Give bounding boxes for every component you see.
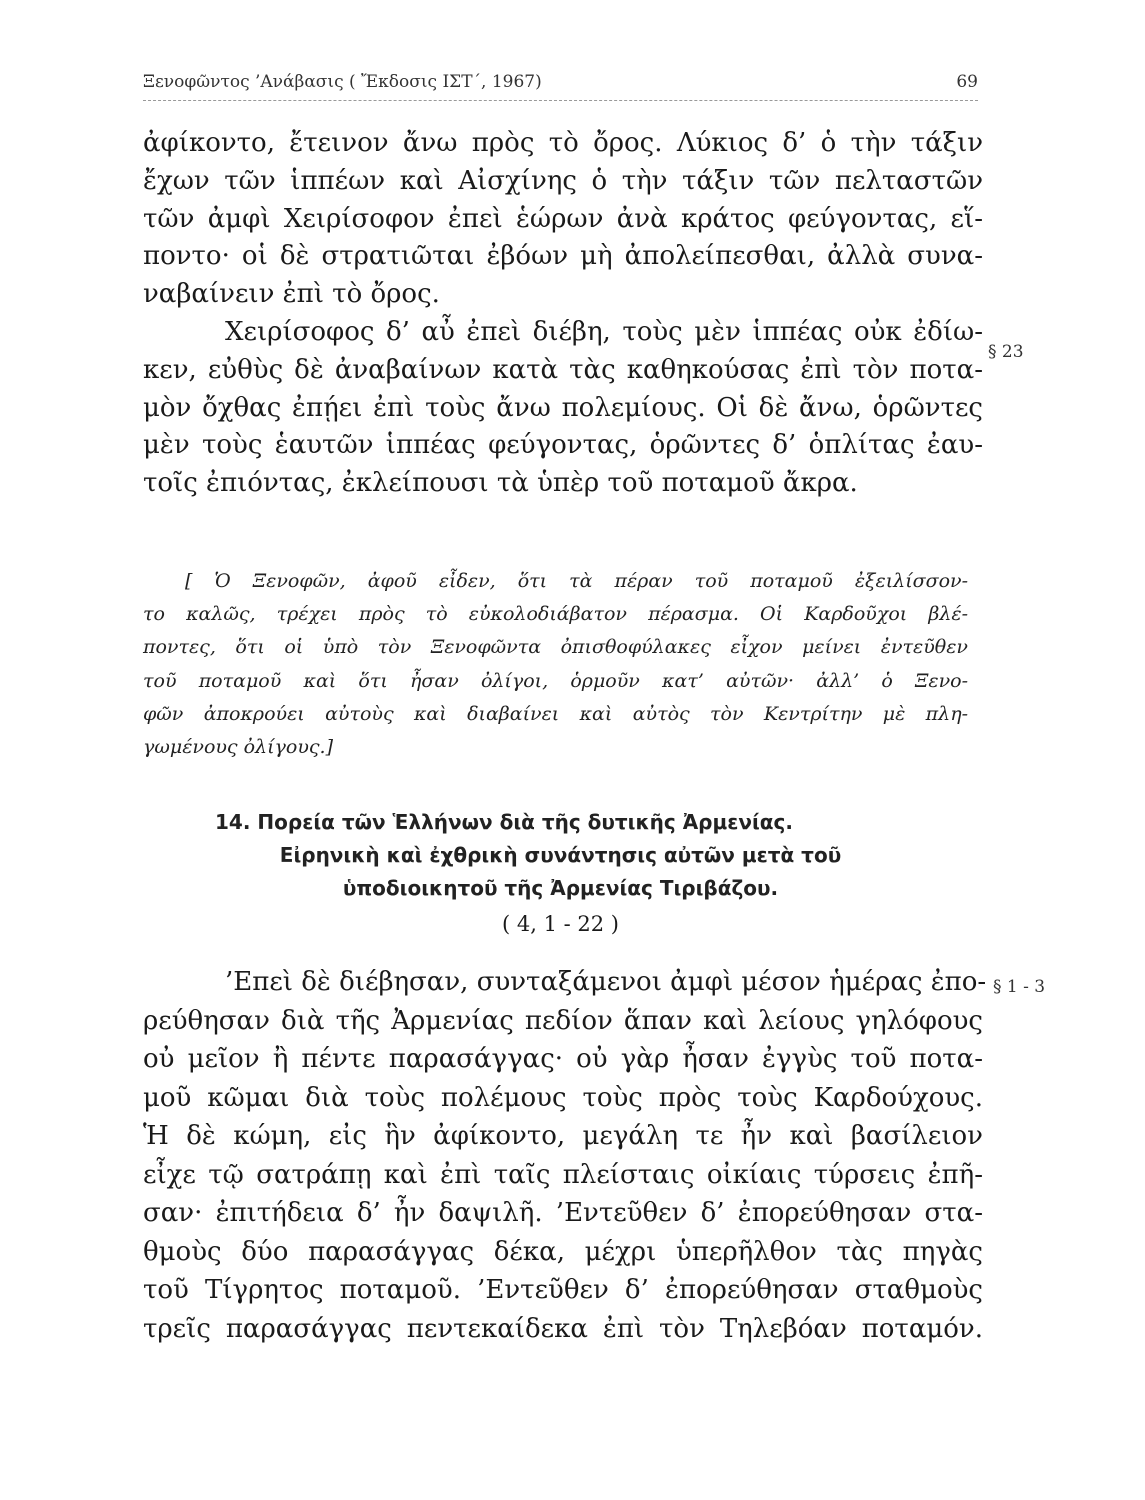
text-line: τοῖς ἐπιόντας, ἐκλείπουσι τὰ ὑπὲρ τοῦ ποταμοῦ ἄκρα.: [143, 468, 858, 499]
text-line: κεν, εὐθὺς δὲ ἀναβαίνων κατὰ τὰς καθηκούσας ἐπὶ τὸν ποτα-: [143, 354, 983, 385]
page-number: 69: [956, 72, 978, 92]
note-line: ποντες, ὅτι οἱ ὑπὸ τὸν Ξενοφῶντα ὀπισθοφύλακες εἶχον μείνει ἐντεῦθεν: [143, 636, 968, 659]
running-header: [143, 72, 978, 92]
text-line: ναβαίνειν ἐπὶ τὸ ὄρος.: [143, 279, 440, 310]
paragraph-2: [143, 314, 983, 503]
text-line: σαν· ἐπιτήδεια δ’ ἦν δαψιλῆ. ’Εντεῦθεν δ’ ἐπορεύθησαν στα-: [143, 1198, 983, 1228]
text-line: θμοὺς δύο παρασάγγας δέκα, μέχρι ὑπερῆλθον τὰς πηγὰς: [143, 1236, 983, 1267]
note-line: [ Ὁ Ξενοφῶν, ἀφοῦ εἶδεν, ὅτι τὰ πέραν τοῦ ποταμοῦ ἐξειλίσσον-: [185, 570, 968, 592]
text-line: ἀφίκοντο, ἔτεινον ἄνω πρὸς τὸ ὄρος. Λύκιος δ’ ὁ τὴν τάξιν: [143, 128, 983, 158]
text-line: εἶχε τῷ σατράπῃ καὶ ἐπὶ ταῖς πλείσταις οἰκίαις τύρσεις ἐπῆ-: [143, 1159, 983, 1190]
text-line: ρεύθησαν διὰ τῆς Ἀρμενίας πεδίον ἅπαν καὶ λείους γηλόφους: [143, 1005, 983, 1036]
text-line: Ἡ δὲ κώμη, εἰς ἣν ἀφίκοντο, μεγάλη τε ἦν καὶ βασίλειον: [143, 1121, 983, 1151]
note-line: φῶν ἀποκρούει αὐτοὺς καὶ διαβαίνει καὶ αὐτὸς τὸν Κεντρίτην μὲ πλη-: [143, 702, 968, 725]
margin-reference: § 23: [988, 342, 1024, 362]
section-reference: ( 4, 1 - 22 ): [502, 912, 619, 936]
text-line: μὲν τοὺς ἑαυτῶν ἱππέας φεύγοντας, ὁρῶντες δ’ ὁπλίτας ἐαυ-: [143, 430, 983, 461]
section-heading-line: 14. Πορεία τῶν Ἑλλήνων διὰ τῆς δυτικῆς Ἀρμενίας.: [215, 810, 793, 834]
note-line: το καλῶς, τρέχει πρὸς τὸ εὐκολοδιάβατον πέρασμα. Οἱ Καρδοῦχοι βλέ-: [143, 603, 968, 626]
text-line: ποντο· οἱ δὲ στρατιῶται ἐβόων μὴ ἀπολείπεσθαι, ἀλλὰ συνα-: [143, 241, 983, 272]
text-line: μὸν ὄχθας ἐπῄει ἐπὶ τοὺς ἄνω πολεμίους. Οἱ δὲ ἄνω, ὁρῶντες: [143, 392, 983, 423]
text-line: τῶν ἀμφὶ Χειρίσοφον ἐπεὶ ἑώρων ἀνὰ κράτος φεύγοντας, εἵ-: [143, 203, 983, 234]
note-line: τοῦ ποταμοῦ καὶ ὅτι ἦσαν ὀλίγοι, ὁρμοῦν κατ’ αὐτῶν· ἀλλ’ ὁ Ξενο-: [143, 669, 968, 692]
note-line: γωμένους ὀλίγους.]: [143, 736, 333, 759]
text-line: ’Επεὶ δὲ διέβησαν, συνταξάμενοι ἀμφὶ μέσον ἡμέρας ἐπο-: [225, 967, 987, 997]
main-text: [143, 125, 983, 503]
running-title: Ξενοφῶντος ’Ανάβασις ( Ἔκδοσις ΙΣΤ΄, 1967): [143, 72, 542, 92]
header-rule: [143, 100, 978, 101]
text-line: οὐ μεῖον ἢ πέντε παρασάγγας· οὐ γὰρ ἦσαν ἐγγὺς τοῦ ποτα-: [143, 1044, 983, 1074]
section-heading-line: ὑποδιοικητοῦ τῆς Ἀρμενίας Τιριβάζου.: [342, 876, 779, 900]
text-line: τοῦ Τίγρητος ποταμοῦ. ’Εντεῦθεν δ’ ἐπορεύθησαν σταθμοὺς: [143, 1275, 983, 1305]
text-line: ἔχων τῶν ἱππέων καὶ Αἰσχίνης ὁ τὴν τάξιν τῶν πελταστῶν: [143, 165, 983, 196]
text-line: μοῦ κῶμαι διὰ τοὺς πολέμους τοὺς πρὸς τοὺς Καρδούχους.: [143, 1082, 983, 1113]
section-heading: [143, 806, 978, 905]
editorial-note: [143, 565, 968, 764]
text-line: τρεῖς παρασάγγας πεντεκαίδεκα ἐπὶ τὸν Τηλεβόαν ποταμόν.: [143, 1313, 983, 1344]
section-heading-line: Εἰρηνικὴ καὶ ἐχθρικὴ συνάντησις αὐτῶν μετὰ τοῦ: [279, 843, 842, 867]
margin-reference: § 1 - 3: [993, 977, 1046, 997]
text-line: Χειρίσοφος δ’ αὖ ἐπεὶ διέβη, τοὺς μὲν ἱππέας οὐκ ἐδίω-: [225, 316, 983, 347]
section-body: [143, 963, 987, 1348]
paragraph-1: [143, 125, 983, 314]
